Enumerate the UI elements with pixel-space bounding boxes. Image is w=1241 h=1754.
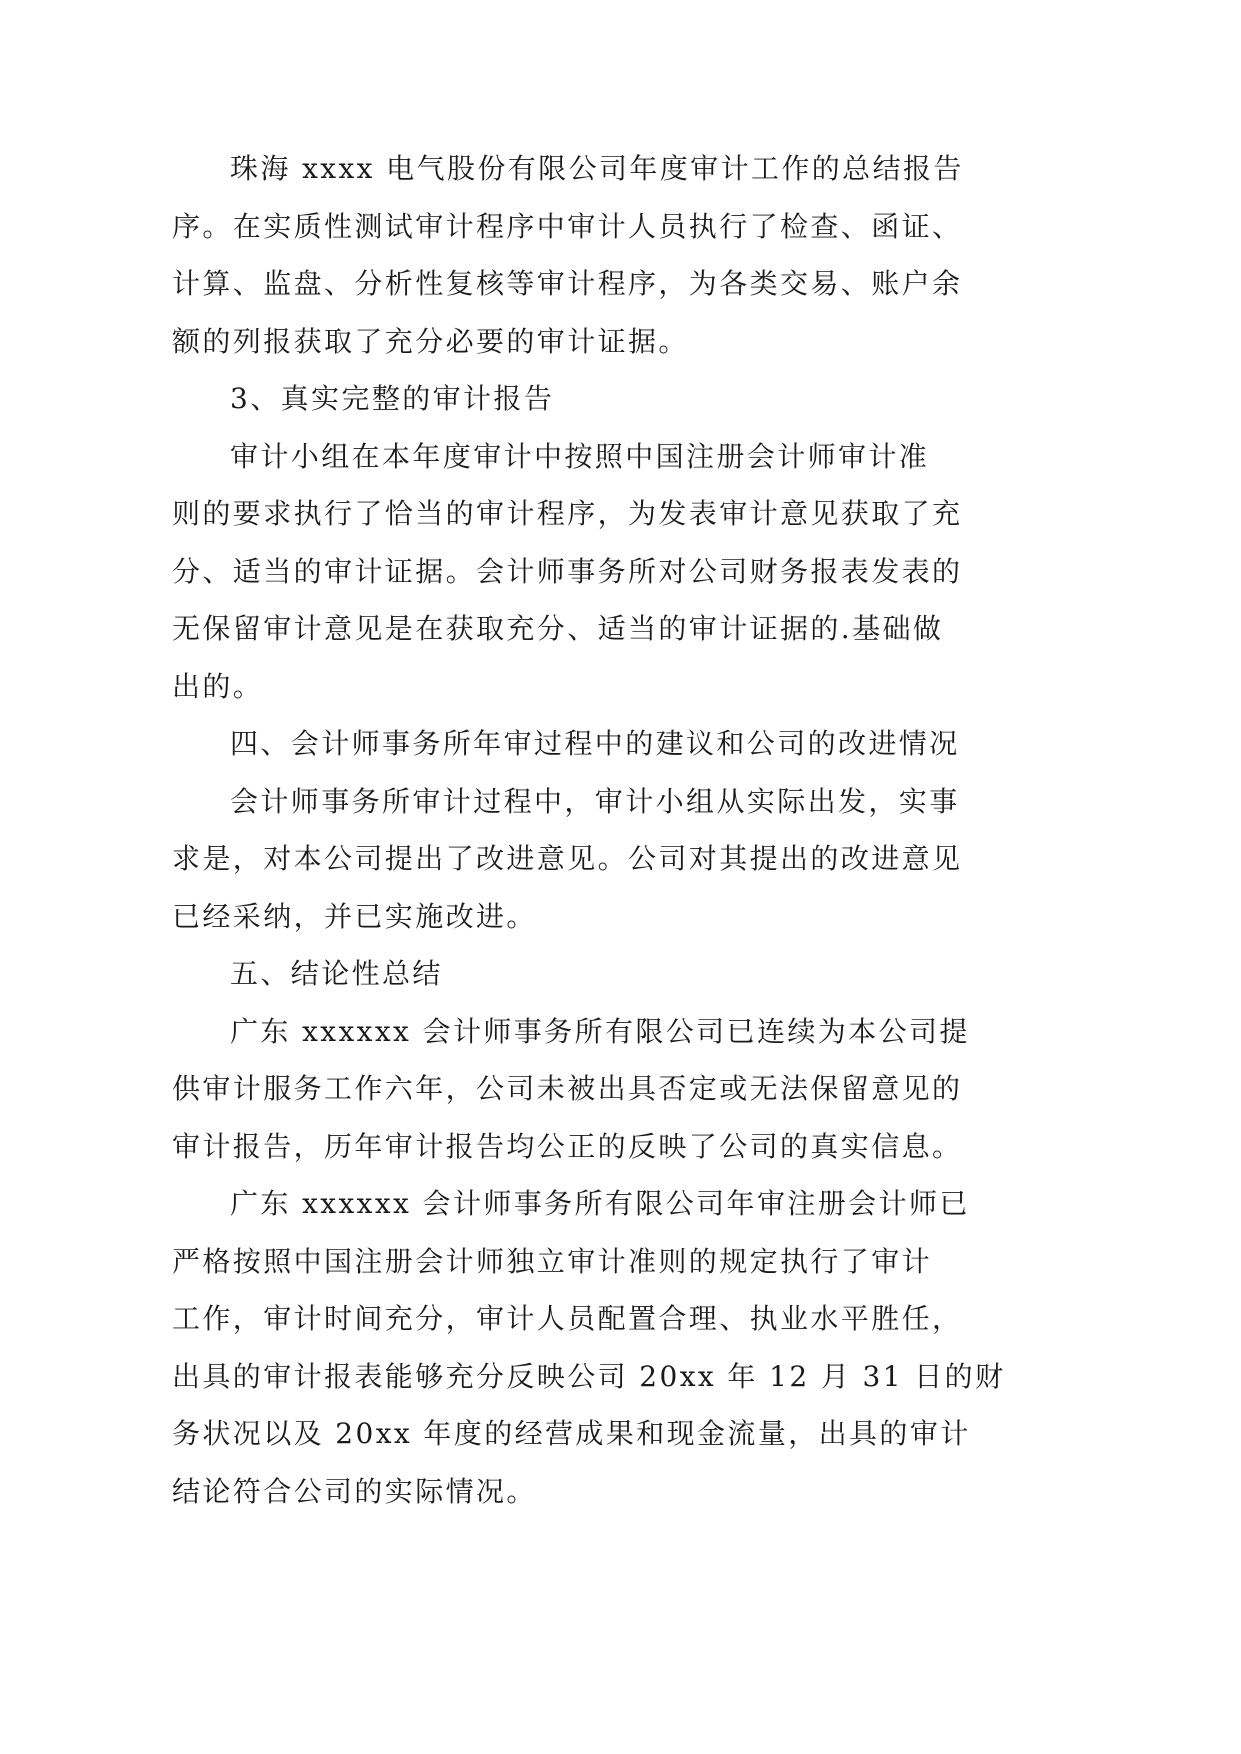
paragraph-line: 工作，审计时间充分，审计人员配置合理、执业水平胜任， bbox=[172, 1302, 963, 1335]
paragraph-line: 出具的审计报表能够充分反映公司 20xx 年 12 月 31 日的财 bbox=[172, 1359, 1006, 1393]
paragraph-line: 额的列报获取了充分必要的审计证据。 bbox=[172, 324, 689, 358]
paragraph-line: 出的。 bbox=[172, 669, 264, 703]
paragraph-line: 广东 xxxxxx 会计师事务所有限公司已连续为本公司提 bbox=[230, 1014, 970, 1048]
paragraph-line: 则的要求执行了恰当的审计程序，为发表审计意见获取了充 bbox=[172, 497, 963, 530]
section-heading-4: 四、会计师事务所年审过程中的建议和公司的改进情况 bbox=[230, 727, 960, 760]
paragraph-line: 严格按照中国注册会计师独立审计准则的规定执行了审计 bbox=[172, 1244, 933, 1278]
paragraph-line: 计算、监盘、分析性复核等审计程序，为各类交易、账户余 bbox=[172, 267, 963, 300]
paragraph-line: 求是，对本公司提出了改进意见。公司对其提出的改进意见 bbox=[172, 842, 963, 875]
paragraph-line: 分、适当的审计证据。会计师事务所对公司财务报表发表的 bbox=[172, 554, 963, 588]
paragraph-line: 广东 xxxxxx 会计师事务所有限公司年审注册会计师已 bbox=[230, 1187, 970, 1220]
section-heading-5: 五、结论性总结 bbox=[230, 957, 443, 990]
paragraph-line: 务状况以及 20xx 年度的经营成果和现金流量，出具的审计 bbox=[172, 1417, 971, 1450]
document-title-line: 珠海 xxxx 电气股份有限公司年度审计工作的总结报告 bbox=[230, 152, 964, 185]
paragraph-line: 序。在实质性测试审计程序中审计人员执行了检查、函证、 bbox=[172, 209, 963, 243]
paragraph-line: 已经采纳，并已实施改进。 bbox=[172, 899, 537, 933]
paragraph-line: 审计报告，历年审计报告均公正的反映了公司的真实信息。 bbox=[172, 1129, 963, 1163]
paragraph-line: 结论符合公司的实际情况。 bbox=[172, 1474, 537, 1508]
paragraph-line: 会计师事务所审计过程中，审计小组从实际出发，实事 bbox=[230, 784, 960, 818]
paragraph-line: 供审计服务工作六年，公司未被出具否定或无法保留意见的 bbox=[172, 1072, 963, 1105]
paragraph-line: 审计小组在本年度审计中按照中国注册会计师审计准 bbox=[230, 439, 930, 473]
section-heading-3: 3、真实完整的审计报告 bbox=[230, 382, 555, 415]
document-body bbox=[172, 140, 1006, 1520]
paragraph-line: 无保留审计意见是在获取充分、适当的审计证据的.基础做 bbox=[172, 612, 944, 645]
